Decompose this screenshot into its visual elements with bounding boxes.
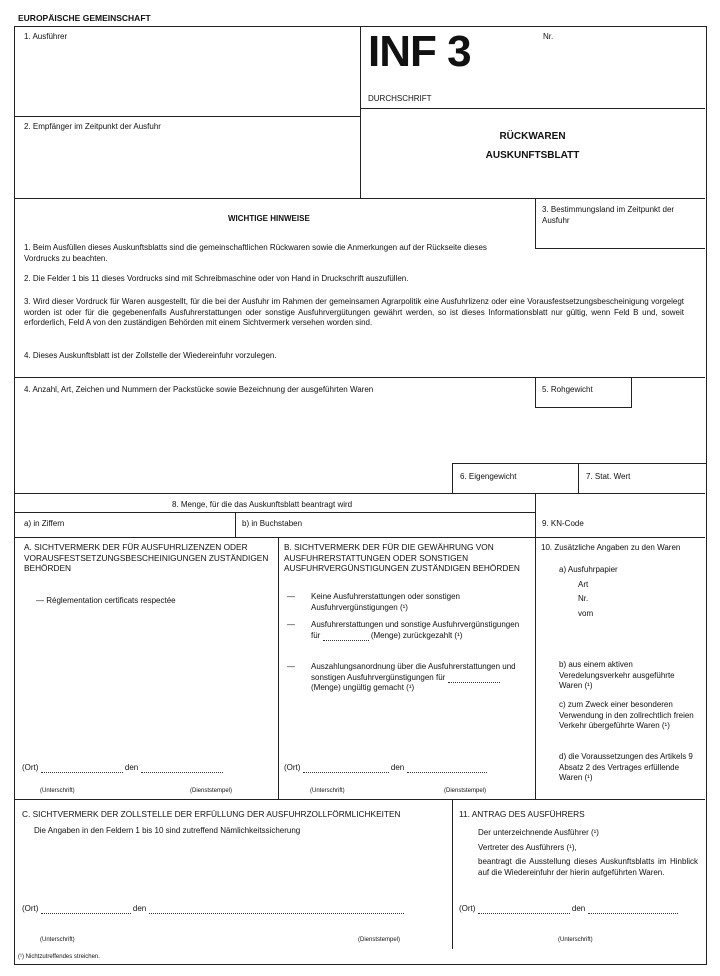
- boxC-title: C. SICHTVERMERK DER ZOLLSTELLE DER ERFÜLLUNG DER AUSFUHRZOLLFÖRMLICHKEITEN: [22, 809, 401, 819]
- box11-l3: beantragt die Ausstellung dieses Auskunftsblatts im Hinblick auf die Wiedereinfuhr der hierin aufgeführten Waren.: [478, 857, 698, 877]
- divider: [278, 537, 279, 799]
- divider: [535, 198, 536, 248]
- boxB-dash: —: [287, 662, 295, 671]
- form-title-1: RÜCKWAREN: [499, 131, 566, 142]
- box10-label: 10. Zusätzliche Angaben zu den Waren: [541, 543, 681, 552]
- community-header: EUROPÄISCHE GEMEINSCHAFT: [18, 13, 151, 23]
- place-label: (Ort): [459, 904, 476, 913]
- box5-label: 5. Rohgewicht: [542, 385, 593, 394]
- place-label: (Ort): [22, 904, 39, 913]
- note-item: 3. Wird dieser Vordruck für Waren ausgestellt, für die bei der Ausfuhr im Rahmen der gemeinsamen Agrarpolitik eine Ausfuhrlizenz oder eine Vorausfestsetzungsbescheinigung vorgelegt worden ist oder für die gegebenenfalls Ausfuhrerstattungen oder sonstige Ausfuhrvergütungen gewährt werden, so ist dieses Informationsblatt nur gültig, wenn Feld B und, soweit erforderlich, Feld A von den zuständigen Behörden mit einem Sichtvermerk versehen worden sind.: [24, 297, 684, 327]
- boxB-item3: [311, 662, 529, 694]
- box7-label: 7. Stat. Wert: [586, 472, 631, 481]
- divider: [14, 116, 360, 117]
- box10-c: c) zum Zweck einer besonderen Verwendung in den zollrechtlich freien Verkehr übergeführte Waren (¹): [559, 700, 694, 730]
- divider: [360, 26, 361, 198]
- boxB-item2-text: Ausfuhrerstattungen und sonstige Ausfuhrvergünstigungen für: [311, 620, 520, 640]
- boxB-dash: —: [287, 620, 295, 629]
- box11-sig: (Unterschrift): [558, 937, 593, 943]
- place-label: (Ort): [22, 763, 39, 772]
- place-label: (Ort): [284, 763, 301, 772]
- box3-label: 3. Bestimmungsland im Zeitpunkt der Ausfuhr: [542, 205, 675, 225]
- box8-b-label: b) in Buchstaben: [242, 519, 303, 528]
- boxB-sig: (Unterschrift): [310, 788, 345, 794]
- divider: [535, 537, 536, 799]
- boxB-item2: [311, 620, 529, 641]
- boxB-dash: —: [287, 592, 295, 601]
- divider: [535, 248, 705, 249]
- form-code: INF 3: [368, 27, 471, 76]
- box8-label: 8. Menge, für die das Auskunftsblatt beantragt wird: [172, 500, 353, 509]
- box9-label: 9. KN-Code: [542, 519, 584, 528]
- divider: [360, 108, 705, 109]
- box2-label: 2. Empfänger im Zeitpunkt der Ausfuhr: [24, 122, 161, 131]
- date-label: den: [571, 904, 586, 913]
- footnote: (¹) Nichtzutreffendes streichen.: [18, 954, 100, 960]
- divider: [14, 198, 705, 199]
- box10-b: b) aus einem aktiven Veredelungsverkehr ausgeführte Waren (¹): [559, 660, 675, 690]
- date-label: den: [390, 763, 405, 772]
- boxB-item1: Keine Ausfuhrerstattungen oder sonstigen Ausfuhrvergünstigungen (¹): [311, 592, 460, 612]
- box4-label: 4. Anzahl, Art, Zeichen und Nummern der Packstücke sowie Bezeichnung der ausgeführten Waren: [24, 385, 374, 394]
- boxA-place: [22, 763, 223, 773]
- box10-a: a) Ausfuhrpapier: [559, 565, 618, 574]
- form-title-2: AUSKUNFTSBLATT: [485, 150, 580, 161]
- boxA-title: A. SICHTVERMERK DER FÜR AUSFUHRLIZENZEN ODER VORAUSFESTSETZUNGSBESCHEINIGUNGEN ZUSTÄNDIGEN BEHÖRDEN: [24, 542, 269, 573]
- boxB-item2-unit: (Menge): [370, 630, 401, 640]
- boxB-item2-end: zurückgezahlt (¹): [402, 630, 463, 640]
- boxC-stamp: (Dienststempel): [358, 937, 401, 943]
- boxA-sig: (Unterschrift): [40, 788, 75, 794]
- notes-heading: WICHTIGE HINWEISE: [228, 214, 310, 223]
- date-label: den: [132, 904, 147, 913]
- divider: [14, 537, 705, 538]
- form-nr-label: Nr.: [543, 32, 554, 41]
- box6-label: 6. Eigengewicht: [460, 472, 517, 481]
- note-item: 2. Die Felder 1 bis 11 dieses Vordrucks sind mit Schreibmaschine oder von Hand in Druckschrift auszufüllen.: [24, 274, 409, 283]
- box10-a-art: Art: [578, 580, 589, 589]
- box11-title: 11. ANTRAG DES AUSFÜHRERS: [459, 809, 585, 819]
- box1-label: 1. Ausführer: [24, 32, 68, 41]
- box10-a-vom: vom: [578, 609, 594, 618]
- box8-a-label: a) in Ziffern: [24, 519, 65, 528]
- boxA-line1: — Réglementation certificats respectée: [36, 596, 176, 605]
- box10-d: d) die Voraussetzungen des Artikels 9 Absatz 2 des Vertrages erfüllende Waren (¹): [559, 752, 693, 782]
- divider: [14, 512, 535, 513]
- divider: [452, 799, 453, 949]
- box10-a-nr: Nr.: [578, 594, 589, 603]
- note-item: 1. Beim Ausfüllen dieses Auskunftsblatts sind die gemeinschaftlichen Rückwaren sowie die Anmerkungen auf der Rückseite dieses Vordrucks zu beachten.: [24, 243, 487, 263]
- divider: [14, 493, 705, 494]
- box11-l1: Der unterzeichnende Ausführer (¹): [478, 828, 599, 837]
- boxC-sig: (Unterschrift): [40, 937, 75, 943]
- divider: [578, 463, 579, 493]
- boxB-stamp: (Dienststempel): [444, 788, 487, 794]
- form-copy: DURCHSCHRIFT: [368, 94, 432, 103]
- box11-l2: Vertreter des Ausführers (¹),: [478, 843, 577, 852]
- date-label: den: [124, 763, 139, 772]
- boxC-text: Die Angaben in den Feldern 1 bis 10 sind zutreffend Nämlichkeitssicherung: [34, 826, 301, 835]
- box11-place: [459, 904, 678, 914]
- boxA-stamp: (Dienststempel): [190, 788, 233, 794]
- note-item: 4. Dieses Auskunftsblatt ist der Zollstelle der Wiedereinfuhr vorzulegen.: [24, 351, 277, 360]
- boxB-item3-end: (Menge) ungültig gemacht (¹): [311, 683, 415, 692]
- boxB-place: [284, 763, 487, 773]
- divider: [235, 512, 236, 537]
- boxB-title: B. SICHTVERMERK DER FÜR DIE GEWÄHRUNG VON AUSFUHRERSTATTUNGEN ODER SONSTIGEN AUSFUHRVERGÜNSTIGUNGEN ZUSTÄNDIGEN BEHÖRDEN: [284, 542, 520, 573]
- divider: [535, 493, 536, 537]
- boxB-item3-text: Auszahlungsanordnung über die Ausfuhrerstattungen und sonstigen Ausfuhrvergünstigungen für: [311, 662, 516, 682]
- divider: [14, 799, 705, 800]
- boxC-place: [22, 904, 404, 914]
